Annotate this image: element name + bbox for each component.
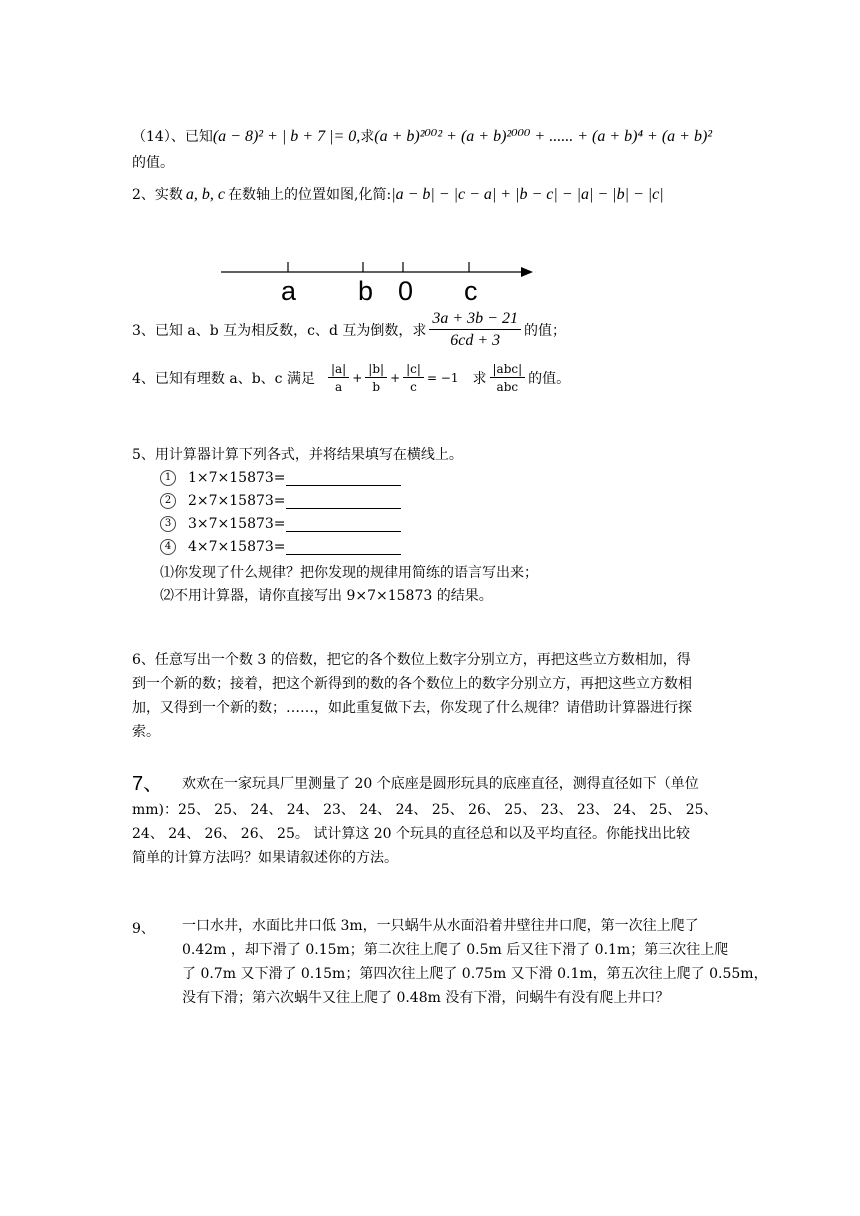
q14-expression: (a + b)²⁰⁰² + (a + b)²⁰⁰⁰ + ...... + (a + b)⁴ + (a + b)² [374,128,713,145]
q4-prefix: 4、已知有理数 a、b、c 满足 [132,371,315,387]
q2-prefix: 2、实数 [132,187,183,203]
q4-fraction-b [365,362,387,394]
q7-line-3: 24、 24、 26、 26、 25。 试计算这 20 个玩具的直径总和以及平均直径。你能找出比较 [132,826,691,842]
q4-f2-den: b [372,380,381,394]
q4-f4-den: abc [496,380,519,394]
q7-line-1: 欢欢在一家玩具厂里测量了 20 个底座是圆形玩具的底座直径，测得直径如下（单位 [182,776,699,792]
answer-blank-1[interactable] [286,471,401,486]
question-14 [132,126,712,146]
q5-item-1 [160,470,401,486]
q4-fraction-a [328,362,349,394]
q9-line-4: 没有下滑；第六次蜗牛又往上爬了 0.48m 没有下滑，问蜗牛有没有爬上井口？ [182,990,670,1006]
question-4: 4、已知有理数 a、b、c 满足 $\frac{|a|}{a}$ + $\frac{|b|}{b}$ + $\frac{|c|}{c}$ = −1 求 $\frac{\text{|abc|}}{\text{abc}}$ 的值。 [132,362,571,394]
q4-f1-num: |a| [328,362,349,378]
q4-eq: = −1 [426,371,459,385]
q6-line-1: 6、任意写出一个数 3 的倍数，把它的各个数位上数字分别立方，再把这些立方数相加，得 [132,652,691,668]
q9-line-3: 了 0.7m 又下滑了 0.15m；第四次往上爬了 0.75m 又下滑 0.1m，第五次往上爬了 0.55m， [182,966,768,982]
q3-tail: 的值； [523,323,566,339]
q2-expression: |a − b| − |c − a| + |b − c| − |a| − |b| − |c| [391,186,664,203]
q4-f4-num: |abc| [490,362,526,378]
q5-item-4 [160,539,401,555]
q4-tail: 的值。 [528,371,571,387]
q4-fraction-c [403,362,424,394]
q9-line-2: 0.42m ，却下滑了 0.15m；第二次往上爬了 0.5m 后又往下滑了 0.1m；第三次往上爬 [182,942,729,958]
q6-line-4: 索。 [132,724,160,740]
numberline-label-a: a [281,276,297,306]
q5-text-2: 2×7×15873= [188,493,286,509]
q14-ask: 求 [360,129,375,145]
q9-number: 9、 [132,921,155,937]
q4-ask: 求 [472,371,487,387]
numberline-label-b: b [358,276,374,306]
numberline-label-0: 0 [398,276,414,306]
q3-fraction [429,310,521,350]
q7-number: 7、 [132,773,164,795]
q4-f3-den: c [410,380,417,394]
question-7-body [132,798,718,870]
q4-f3-num: |c| [403,362,424,378]
numberline-label-c: c [464,276,478,306]
q6-line-3: 加，又得到一个新的数；……，如此重复做下去，你发现了什么规律？请借助计算器进行探 [132,700,692,716]
question-6 [132,648,692,744]
q5-mark-3: 3 [160,516,176,532]
q3-denominator: 6cd + 3 [450,332,501,349]
q5-text-4: 4×7×15873= [188,539,286,555]
q5-item-2 [160,493,401,509]
q14-tail: 的值。 [132,155,174,171]
q7-line-2: mm)：25、 25、 24、 24、 23、 24、 24、 25、 26、 25、 23、 23、 24、 25、 25、 [132,802,718,818]
q2-vars: a, b, c [185,186,226,203]
q5-item-3 [160,516,401,532]
q7-line-4: 简单的计算方法吗？如果请叙述你的方法。 [132,850,398,866]
q4-f1-den: a [335,380,343,394]
q5-text-1: 1×7×15873= [188,470,286,486]
q3-numerator: 3a + 3b − 21 [429,310,521,330]
question-2 [132,184,664,204]
q5-mark-1: 1 [160,470,176,486]
q6-line-2: 到一个新的数；接着，把这个新得到的数的各个数位上的数字分别立方，再把这些立方数相 [132,676,692,692]
q9-line-1: 一口水井，水面比井口低 3m，一只蜗牛从水面沿着井壁往井口爬，第一次往上爬了 [182,918,699,934]
answer-blank-3[interactable] [286,517,401,532]
number-line [215,258,545,282]
q4-fraction-abc [490,362,526,394]
q3-prefix: 3、已知 a、b 互为相反数，c、d 互为倒数，求 [132,323,427,339]
question-9 [182,914,768,1010]
q5-sub-1: ⑴你发现了什么规律？把你发现的规律用简练的语言写出来； [160,565,538,581]
answer-blank-2[interactable] [286,494,401,509]
q5-title: 5、用计算器计算下列各式，并将结果填写在横线上。 [132,447,463,463]
q14-condition: (a − 8)² + | b + 7 |= 0, [212,128,361,145]
question-3 [132,310,566,350]
answer-blank-4[interactable] [286,540,401,555]
q14-prefix: （14）、已知 [132,129,213,145]
q4-f2-num: |b| [365,362,387,378]
q5-sub-2: ⑵不用计算器，请你直接写出 9×7×15873 的结果。 [160,588,493,604]
q2-mid: 在数轴上的位置如图,化简: [228,187,392,203]
q5-mark-2: 2 [160,493,176,509]
q5-mark-4: 4 [160,539,176,555]
q5-text-3: 3×7×15873= [188,516,286,532]
